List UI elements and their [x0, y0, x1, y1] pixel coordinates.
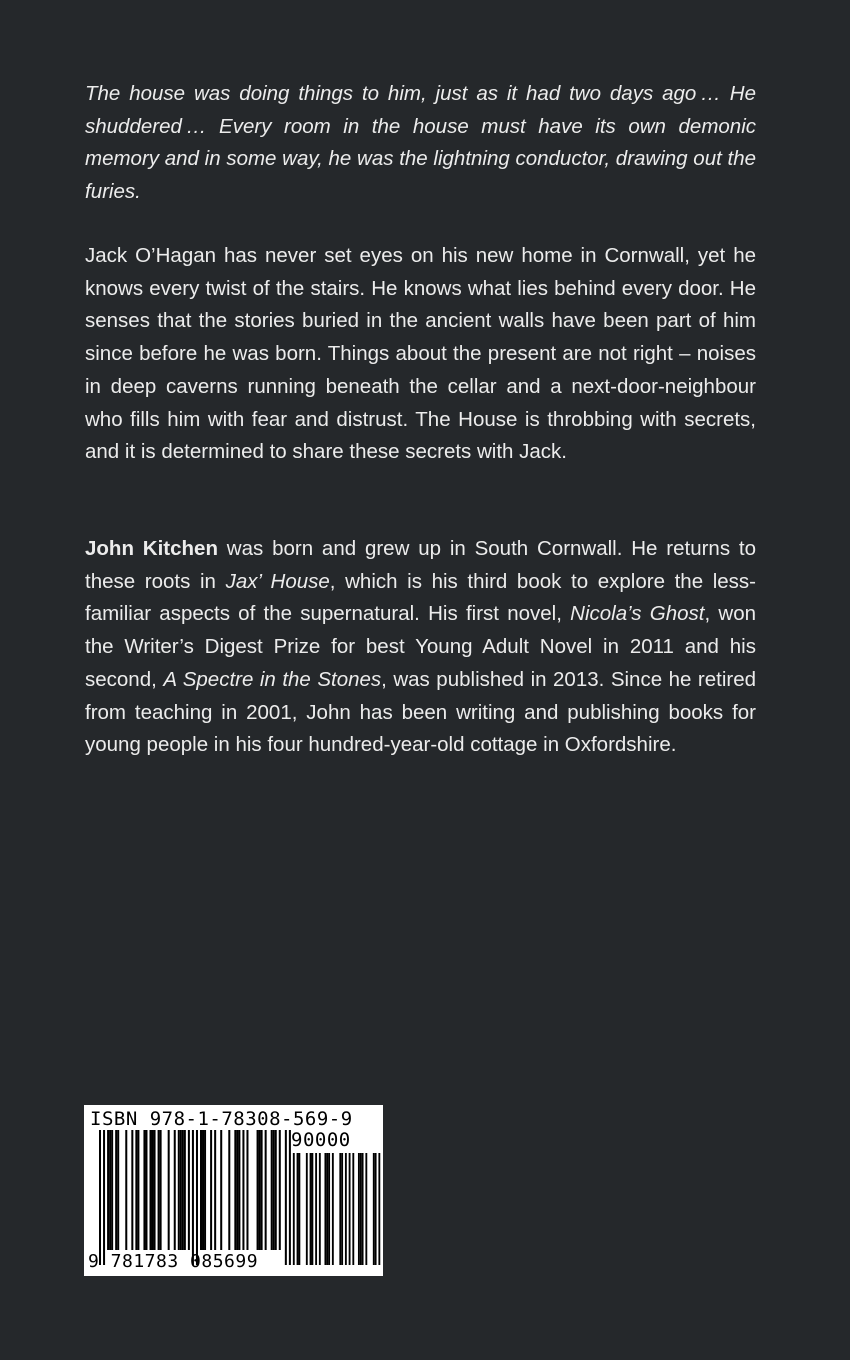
barcode-bar — [188, 1130, 190, 1250]
barcode-bar — [214, 1130, 216, 1250]
barcode-bar — [111, 1130, 113, 1250]
barcode-bar — [154, 1130, 156, 1250]
barcode-bar — [107, 1130, 109, 1250]
barcode-bar — [158, 1130, 160, 1250]
book-blurb: Jack O’Hagan has never set eyes on his new home in Cornwall, yet he knows every twist of the stairs. He knows what lies behind every door. He senses that the stories buried in the ancient walls have been part of him since before he was born. Things about the present are not right – noises in deep caverns running beneath the cellar and a next-door-neighbour who fills him with fear and distrust. The House is throbbing with secrets, and it is determined to share these secrets with Jack. — [85, 244, 756, 464]
barcode-bar — [210, 1130, 212, 1250]
author-name: John Kitchen — [85, 537, 218, 560]
barcode-bar — [182, 1130, 184, 1250]
barcode-bar — [204, 1130, 206, 1250]
addon-bar — [306, 1153, 308, 1265]
addon-bar — [328, 1153, 330, 1265]
addon-bar — [373, 1153, 375, 1265]
barcode-bar — [180, 1130, 182, 1250]
addon-bar — [362, 1153, 364, 1265]
barcode-bar — [145, 1130, 147, 1250]
ean-bars — [99, 1130, 291, 1265]
guard-bar — [99, 1130, 101, 1265]
addon-bar — [358, 1153, 360, 1265]
barcode-bar — [234, 1130, 236, 1250]
addon-bar — [341, 1153, 343, 1265]
barcode-bar — [238, 1130, 240, 1250]
barcode-bar — [220, 1130, 222, 1250]
barcode-bar — [109, 1130, 111, 1250]
barcode-bar — [131, 1130, 133, 1250]
barcode-bar — [152, 1130, 154, 1250]
addon-bar — [352, 1153, 354, 1265]
bio-text-1: was born and grew up in South Cornwall. He returns to these roots in — [85, 537, 756, 593]
bio-text-3: , won the Writer’s Digest Prize for best Young Adult Novel in 2011 and his second, — [85, 602, 756, 691]
addon-bar — [365, 1153, 367, 1265]
barcode-bar — [143, 1130, 145, 1250]
addon-bar — [332, 1153, 334, 1265]
addon-bar — [315, 1153, 317, 1265]
barcode-bar — [168, 1130, 170, 1250]
barcode-bar — [257, 1130, 259, 1250]
addon-bar — [375, 1153, 377, 1265]
guard-bar — [192, 1130, 194, 1265]
barcode-bar — [259, 1130, 261, 1250]
addon-bar — [360, 1153, 362, 1265]
book-title-nicolas-ghost: Nicola’s Ghost — [570, 602, 705, 626]
barcode-bar — [125, 1130, 127, 1250]
isbn-label: ISBN 978-1-78308-569-9 — [90, 1108, 353, 1130]
addon-bar — [310, 1153, 312, 1265]
addon-bar — [311, 1153, 313, 1265]
price-addon-bars — [293, 1153, 380, 1265]
addon-bar — [339, 1153, 341, 1265]
barcode-bar — [228, 1130, 230, 1250]
bio-text-4: , was published in 2013. Since he retired from teaching in 2001, John has been writing and publishing books for young people in his four hundred-year-old cottage in Oxfordshire. — [85, 667, 757, 757]
barcode-bar — [261, 1130, 263, 1250]
barcode-bar — [117, 1130, 119, 1250]
barcode-bar — [202, 1130, 204, 1250]
addon-bar — [298, 1153, 300, 1265]
barcode-bar — [137, 1130, 139, 1250]
barcode-bar — [242, 1130, 244, 1250]
addon-bar — [319, 1153, 321, 1265]
book-title-spectre-stones: A Spectre in the Stones — [163, 667, 382, 691]
guard-bar — [196, 1130, 198, 1265]
book-title-jax-house: Jax’ House — [225, 569, 330, 593]
barcode-bar — [279, 1130, 281, 1250]
barcode-bar — [275, 1130, 277, 1250]
barcode-bar — [271, 1130, 273, 1250]
addon-bar — [326, 1153, 328, 1265]
barcode-bar — [236, 1130, 238, 1250]
bio-text-2: , which is his third book to explore the less-familiar aspects of the supernatural. His first novel, — [85, 569, 757, 626]
barcode-bar — [135, 1130, 137, 1250]
barcode-bar — [200, 1130, 202, 1250]
isbn-barcode — [84, 1105, 383, 1276]
addon-bar — [345, 1153, 347, 1265]
ean-number: 9 781783 085699 — [88, 1251, 259, 1272]
excerpt-quote: The house was doing things to him, just as it had two days ago … He shuddered … Every room in the house must have its own demonic memory and in some way, he was the lightning conductor, drawing out the furies. — [85, 82, 756, 204]
barcode-bar — [184, 1130, 186, 1250]
addon-bar — [378, 1153, 380, 1265]
price-code: 90000 — [291, 1129, 351, 1151]
barcode-bar — [160, 1130, 162, 1250]
barcode-bar — [265, 1130, 267, 1250]
guard-bar — [103, 1130, 105, 1265]
guard-bar — [285, 1130, 287, 1265]
barcode-bar — [178, 1130, 180, 1250]
barcode-bar — [174, 1130, 176, 1250]
author-bio — [85, 533, 756, 762]
barcode-bar — [246, 1130, 248, 1250]
addon-bar — [297, 1153, 299, 1265]
barcode-bar — [273, 1130, 275, 1250]
barcode-bar — [150, 1130, 152, 1250]
addon-bar — [324, 1153, 326, 1265]
barcode-bar — [115, 1130, 117, 1250]
addon-bar — [293, 1153, 295, 1265]
addon-bar — [349, 1153, 351, 1265]
